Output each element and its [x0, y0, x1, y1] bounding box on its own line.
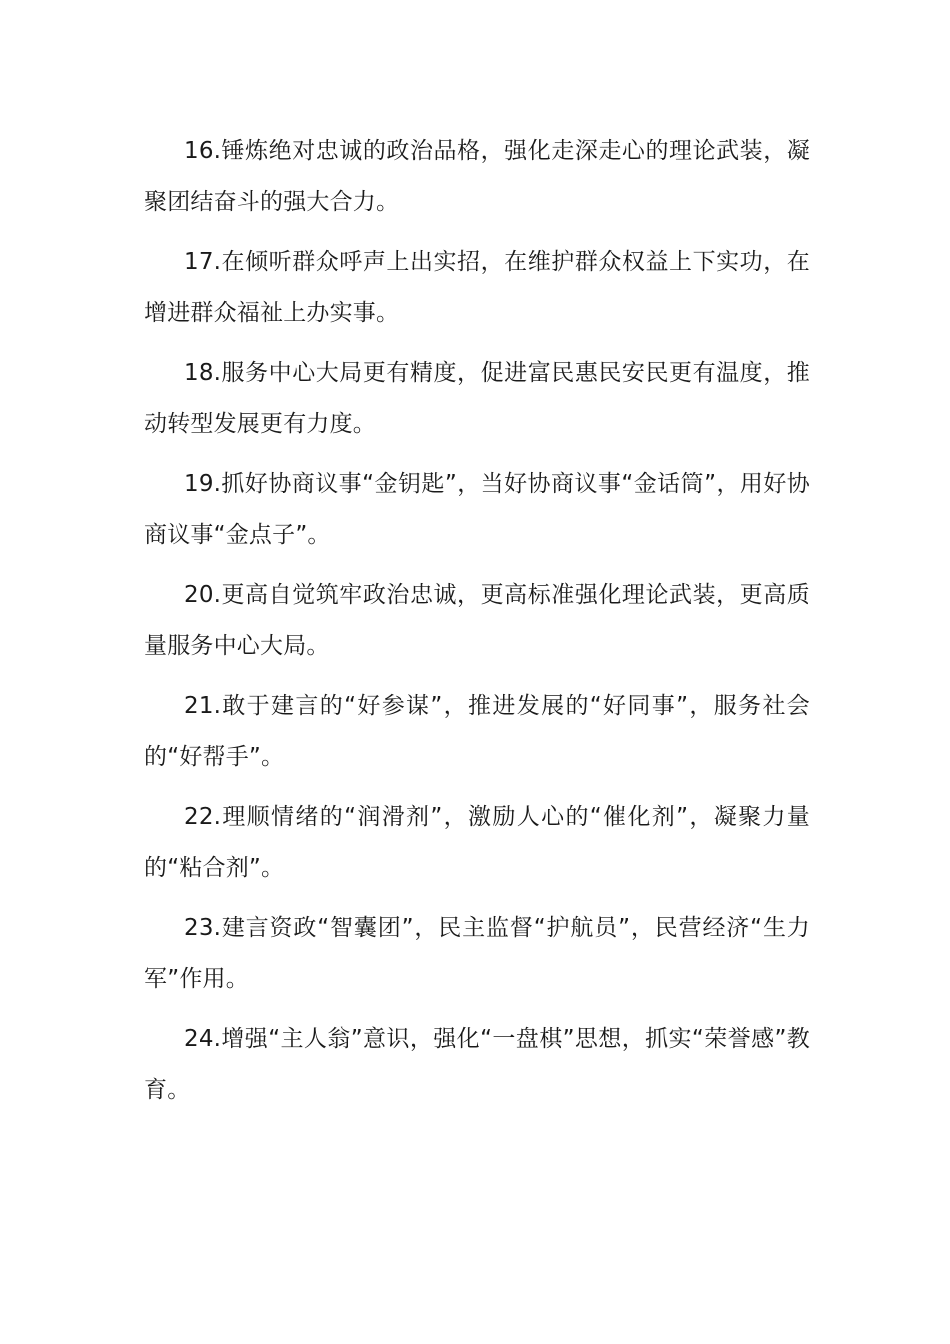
document-body: [144, 126, 810, 1125]
paragraph-23: 23.建言资政“智囊团”，民主监督“护航员”，民营经济“生力军”作用。: [144, 915, 810, 992]
paragraph-20: 20.更高自觉筑牢政治忠诚，更高标准强化理论武装，更高质量服务中心大局。: [144, 582, 810, 659]
paragraph-19: 19.抓好协商议事“金钥匙”，当好协商议事“金话筒”，用好协商议事“金点子”。: [144, 471, 810, 548]
paragraph-24: 24.增强“主人翁”意识，强化“一盘棋”思想，抓实“荣誉感”教育。: [144, 1026, 810, 1103]
paragraph-22: 22.理顺情绪的“润滑剂”，激励人心的“催化剂”，凝聚力量的“粘合剂”。: [144, 804, 810, 881]
paragraph-17: 17.在倾听群众呼声上出实招，在维护群众权益上下实功，在增进群众福祉上办实事。: [144, 249, 810, 326]
paragraph-18: 18.服务中心大局更有精度，促进富民惠民安民更有温度，推动转型发展更有力度。: [144, 360, 810, 437]
paragraph-21: 21.敢于建言的“好参谋”，推进发展的“好同事”，服务社会的“好帮手”。: [144, 693, 810, 770]
paragraph-16: 16.锤炼绝对忠诚的政治品格，强化走深走心的理论武装，凝聚团结奋斗的强大合力。: [144, 138, 810, 215]
